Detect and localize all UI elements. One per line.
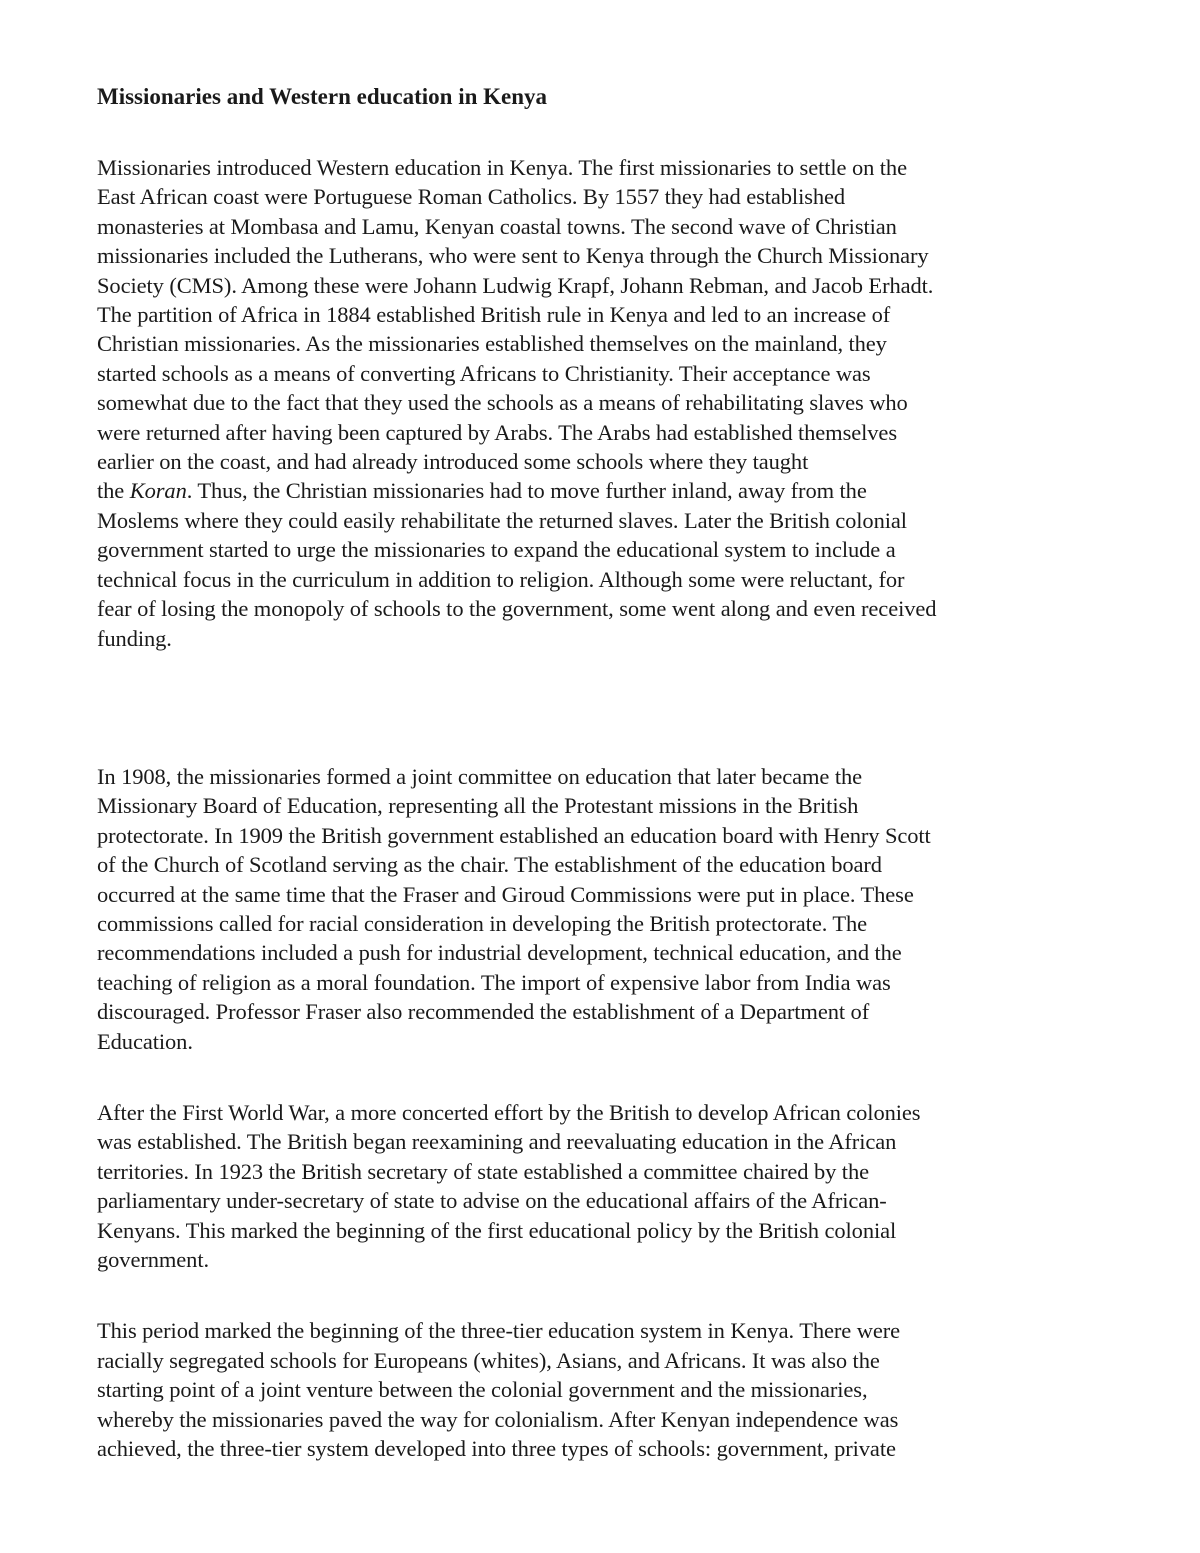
paragraph-missionaries-intro — [97, 153, 1087, 653]
document-title: Missionaries and Western education in Kenya — [97, 84, 548, 109]
document-page — [97, 82, 1087, 1463]
text-line: somewhat due to the fact that they used the schools as a means of rehabilitating slaves who — [97, 390, 908, 416]
text-line: government started to urge the missionaries to expand the educational system to include a — [97, 537, 896, 563]
text-line: This period marked the beginning of the three-tier education system in Kenya. There were — [97, 1318, 901, 1344]
text-line: started schools as a means of converting Africans to Christianity. Their acceptance was — [97, 360, 871, 386]
paragraph-three-tier-system — [97, 1316, 1087, 1463]
text-line: of the Church of Scotland serving as the chair. The establishment of the education board — [97, 852, 882, 878]
text-line: In 1908, the missionaries formed a joint committee on education that later became the — [97, 763, 863, 789]
text-line: funding. — [97, 625, 172, 651]
text-line: Missionaries introduced Western education in Kenya. The first missionaries to settle on the — [97, 155, 907, 180]
paragraph-1908-committee — [97, 762, 1087, 1056]
text-line: After the First World War, a more concerted effort by the British to develop African colonies — [97, 1099, 921, 1125]
text-line: commissions called for racial consideration in developing the British protectorate. The — [97, 910, 868, 936]
text-line: missionaries included the Lutherans, who were sent to Kenya through the Church Missionary — [97, 243, 929, 269]
text-line: Moslems where they could easily rehabilitate the returned slaves. Later the British colonial — [97, 507, 907, 533]
text-line: Education. — [97, 1028, 193, 1054]
text-line: monasteries at Mombasa and Lamu, Kenyan coastal towns. The second wave of Christian — [97, 213, 897, 239]
text-line: was established. The British began reexamining and reevaluating education in the African — [97, 1129, 897, 1155]
text-line: Christian missionaries. As the missionaries established themselves on the mainland, they — [97, 331, 887, 357]
text-line: recommendations included a push for industrial development, technical education, and the — [97, 940, 902, 966]
line-prefix: the — [97, 478, 130, 504]
text-line: East African coast were Portuguese Roman Catholics. By 1557 they had established — [97, 184, 846, 210]
text-line: whereby the missionaries paved the way for colonialism. After Kenyan independence was — [97, 1406, 899, 1432]
text-line: starting point of a joint venture between the colonial government and the missionaries, — [97, 1377, 868, 1403]
text-line-koran — [97, 476, 1087, 505]
text-line: occurred at the same time that the Fraser and Giroud Commissions were put in place. These — [97, 881, 914, 907]
text-line: achieved, the three-tier system developed into three types of schools: government, private — [97, 1436, 896, 1462]
text-line: were returned after having been captured by Arabs. The Arabs had established themselves — [97, 419, 897, 445]
text-line: Society (CMS). Among these were Johann Ludwig Krapf, Johann Rebman, and Jacob Erhadt. — [97, 272, 934, 298]
text-line: Kenyans. This marked the beginning of the first educational policy by the British colonial — [97, 1217, 897, 1243]
line-suffix: . Thus, the Christian missionaries had to move further inland, away from the — [186, 478, 867, 504]
text-line: The partition of Africa in 1884 established British rule in Kenya and led to an increase of — [97, 302, 891, 328]
text-line: government. — [97, 1247, 209, 1272]
text-line: protectorate. In 1909 the British government established an education board with Henry Scott — [97, 822, 931, 848]
text-line: earlier on the coast, and had already introduced some schools where they taught — [97, 449, 809, 475]
text-line: racially segregated schools for Europeans (whites), Asians, and Africans. It was also the — [97, 1347, 880, 1373]
text-line: discouraged. Professor Fraser also recommended the establishment of a Department of — [97, 999, 870, 1025]
koran-italic: Koran — [129, 478, 187, 504]
text-line: Missionary Board of Education, representing all the Protestant missions in the British — [97, 793, 859, 819]
text-line: fear of losing the monopoly of schools to the government, some went along and even received — [97, 596, 937, 622]
paragraph-first-world-war — [97, 1098, 1087, 1274]
text-line: territories. In 1923 the British secretary of state established a committee chaired by the — [97, 1158, 869, 1184]
text-line: technical focus in the curriculum in addition to religion. Although some were reluctant, for — [97, 566, 905, 592]
text-line: parliamentary under-secretary of state to advise on the educational affairs of the African- — [97, 1188, 887, 1214]
text-line: teaching of religion as a moral foundation. The import of expensive labor from India was — [97, 969, 891, 995]
